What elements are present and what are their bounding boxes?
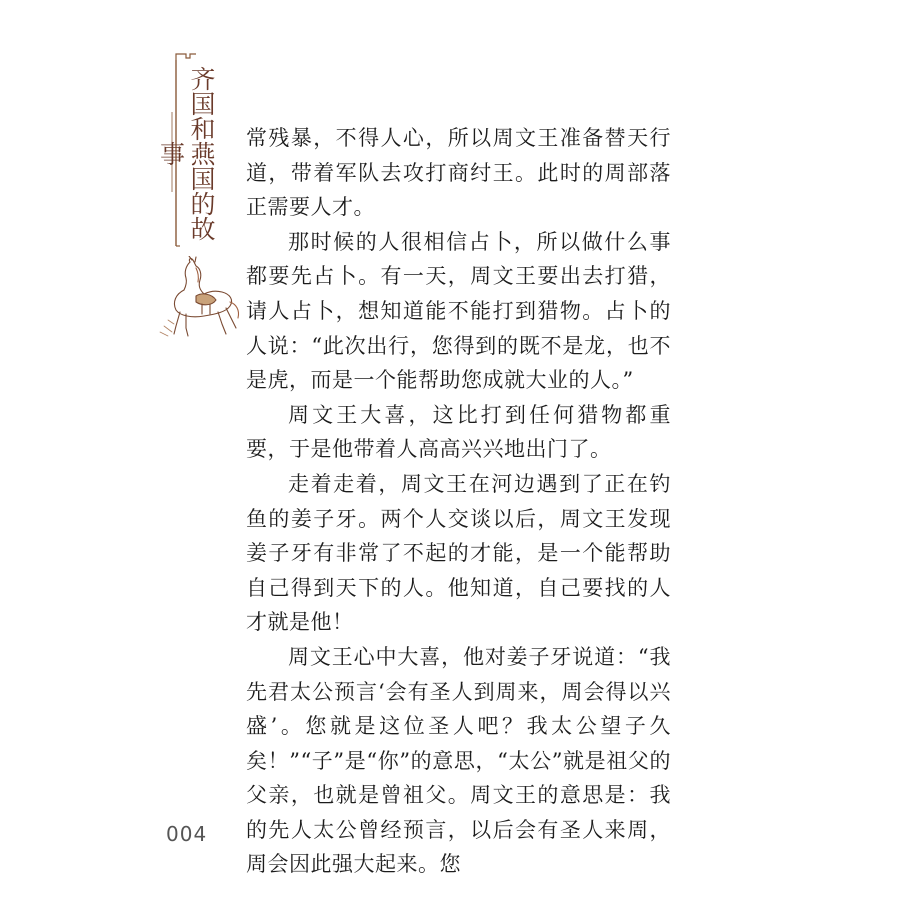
book-title: 齐国和燕国的故事 [156, 65, 216, 241]
paragraph-3: 周文王大喜，这比打到任何猎物都重要，于是他带着人高高兴兴地出门了。 [246, 402, 671, 462]
paragraph-1: 常残暴，不得人心，所以周文王准备替天行道，带着军队去攻打商纣王。此时的周部落正需要人才。 [246, 126, 671, 220]
page-number: 004 [166, 822, 208, 846]
horse-illustration [156, 256, 242, 338]
book-title-block [156, 52, 236, 254]
body-text [246, 121, 671, 882]
paragraph-5: 周文王心中大喜，他对姜子牙说道：“我先君太公预言‘会有圣人到周来，周会得以兴盛’。您就是这位圣人吧？我太公望子久矣！”“子”是“你”的意思，“太公”就是祖父的父亲，也就是曾祖父。周文王的意思是：我的先人太公曾经预言，以后会有圣人来周，周会因此强大起来。您 [246, 644, 671, 877]
paragraph-4: 走着走着，周文王在河边遇到了正在钓鱼的姜子牙。两个人交谈以后，周文王发现姜子牙有非常了不起的才能，是一个能帮助自己得到天下的人。他知道，自己要找的人才就是他！ [246, 471, 671, 635]
paragraph-2: 那时候的人很相信占卜，所以做什么事都要先占卜。有一天，周文王要出去打猎，请人占卜，想知道能不能打到猎物。占卜的人说：“此次出行，您得到的既不是龙，也不是虎，而是一个能帮助您成就大业的人。” [246, 229, 671, 393]
